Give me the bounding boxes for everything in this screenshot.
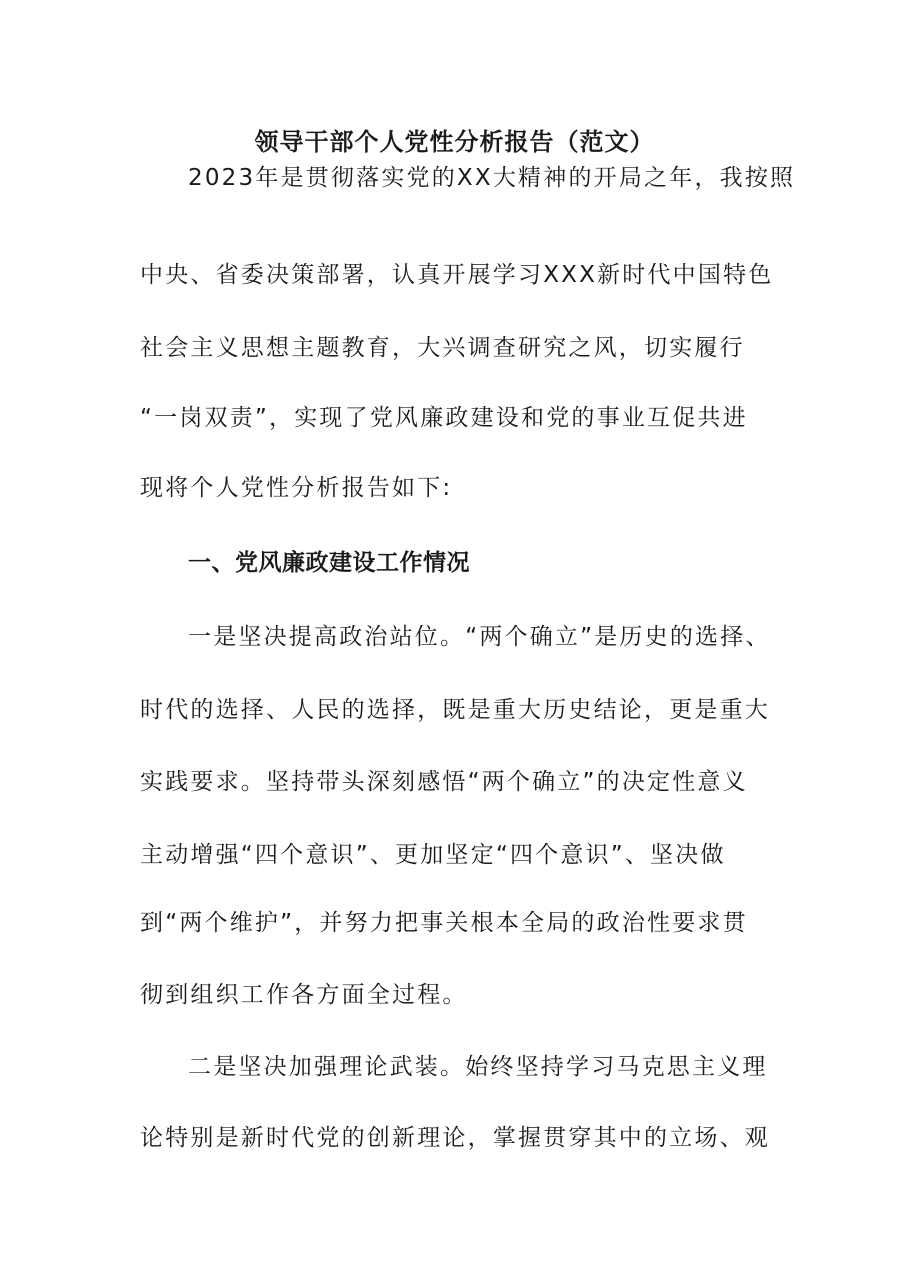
para1-line-6: 彻到组织工作各方面全过程。 [140, 982, 468, 1008]
intro-line-3: 社会主义思想主题教育，大兴调查研究之风，切实履行 [140, 335, 745, 361]
intro-line-4: “一岗双责”，实现了党风廉政建设和党的事业互促共进 [140, 405, 748, 431]
para1-line-5: 到“两个维护”，并努力把事关根本全局的政治性要求贯 [140, 910, 748, 936]
para2-line-1: 二是坚决加强理论武装。始终坚持学习马克思主义理 [188, 1054, 768, 1080]
intro-line-5: 现将个人党性分析报告如下: [140, 475, 453, 501]
para1-line-1: 一是坚决提高政治站位。“两个确立”是历史的选择、 [188, 624, 771, 650]
para2-line-2: 论特别是新时代党的创新理论，掌握贯穿其中的立场、观 [140, 1125, 770, 1151]
section-heading-1: 一、党风廉政建设工作情况 [188, 550, 470, 576]
para1-line-4: 主动增强“四个意识”、更加坚定“四个意识”、坚决做 [140, 842, 726, 868]
para1-line-2: 时代的选择、人民的选择，既是重大历史结论，更是重大 [140, 697, 770, 723]
para1-line-3: 实践要求。坚持带头深刻感悟“两个确立”的决定性意义 [140, 769, 748, 795]
document-title: 领导干部个人党性分析报告（范文） [254, 127, 655, 156]
intro-line-2: 中央、省委决策部署，认真开展学习XXX新时代中国特色 [140, 262, 774, 288]
intro-line-1: 2023年是贯彻落实党的XX大精神的开局之年，我按照 [188, 165, 796, 191]
